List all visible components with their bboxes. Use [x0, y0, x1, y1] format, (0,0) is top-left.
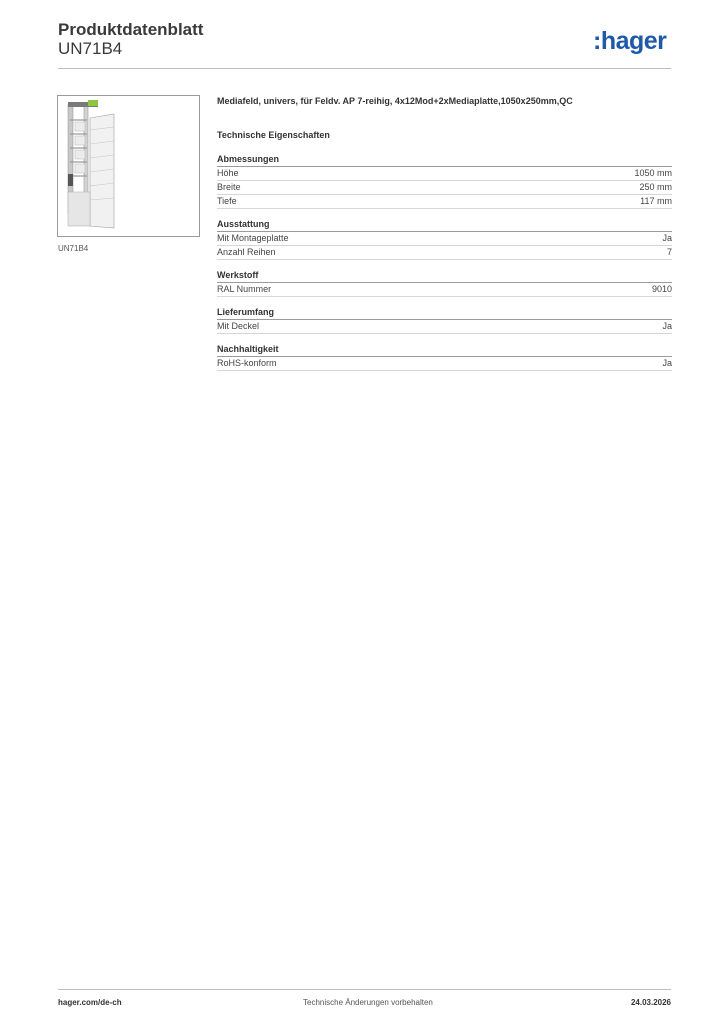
spec-row [217, 320, 672, 334]
article-number: UN71B4 [58, 39, 123, 58]
content-column [217, 95, 672, 381]
tech-properties-heading: Technische Eigenschaften [217, 130, 330, 140]
spec-label: Tiefe [217, 196, 237, 206]
hager-logo: :hager [593, 27, 667, 55]
spec-label: Höhe [217, 168, 239, 178]
section-sustainability [217, 344, 672, 371]
section-title: Werkstoff [217, 270, 672, 283]
section-title: Abmessungen [217, 154, 672, 167]
section-scope-of-delivery [217, 307, 672, 334]
spec-row [217, 357, 672, 371]
header-divider [58, 68, 671, 69]
spec-label: RAL Nummer [217, 284, 272, 294]
product-description: Mediafeld, univers, für Feldv. AP 7-reihig, 4x12Mod+2xMediaplatte,1050x250mm,QC [217, 96, 573, 106]
spec-label: Mit Deckel [217, 321, 260, 331]
spec-row [217, 232, 672, 246]
spec-value: 1050 mm [634, 168, 672, 178]
spec-value: Ja [662, 358, 672, 368]
section-title: Nachhaltigkeit [217, 344, 672, 357]
spec-label: Mit Montageplatte [217, 233, 289, 243]
spec-value: 250 mm [639, 182, 672, 192]
product-image [58, 96, 199, 236]
section-dimensions [217, 154, 672, 209]
spec-label: RoHS-konform [217, 358, 277, 368]
spec-value: 117 mm [640, 196, 672, 206]
spec-value: 9010 [651, 284, 672, 294]
product-image-frame [57, 95, 200, 237]
product-image-caption: UN71B4 [58, 244, 89, 253]
spec-row [217, 167, 672, 181]
footer-note: Technische Änderungen vorbehalten [303, 998, 433, 1007]
spec-row [217, 246, 672, 260]
section-title: Lieferumfang [217, 307, 672, 320]
spec-row [217, 181, 672, 195]
spec-value: Ja [662, 321, 672, 331]
spec-value: 7 [666, 247, 672, 257]
spec-row [217, 195, 672, 209]
footer-divider [58, 989, 671, 990]
footer-website-link[interactable]: hager.com/de-ch [58, 998, 122, 1007]
section-equipment [217, 219, 672, 260]
spec-label: Anzahl Reihen [217, 247, 276, 257]
footer-date: 24.03.2026 [630, 998, 671, 1007]
page-title: Produktdatenblatt [58, 20, 204, 39]
spec-label: Breite [217, 182, 241, 192]
spec-value: Ja [662, 233, 672, 243]
section-material [217, 270, 672, 297]
section-title: Ausstattung [217, 219, 672, 232]
spec-row [217, 283, 672, 297]
